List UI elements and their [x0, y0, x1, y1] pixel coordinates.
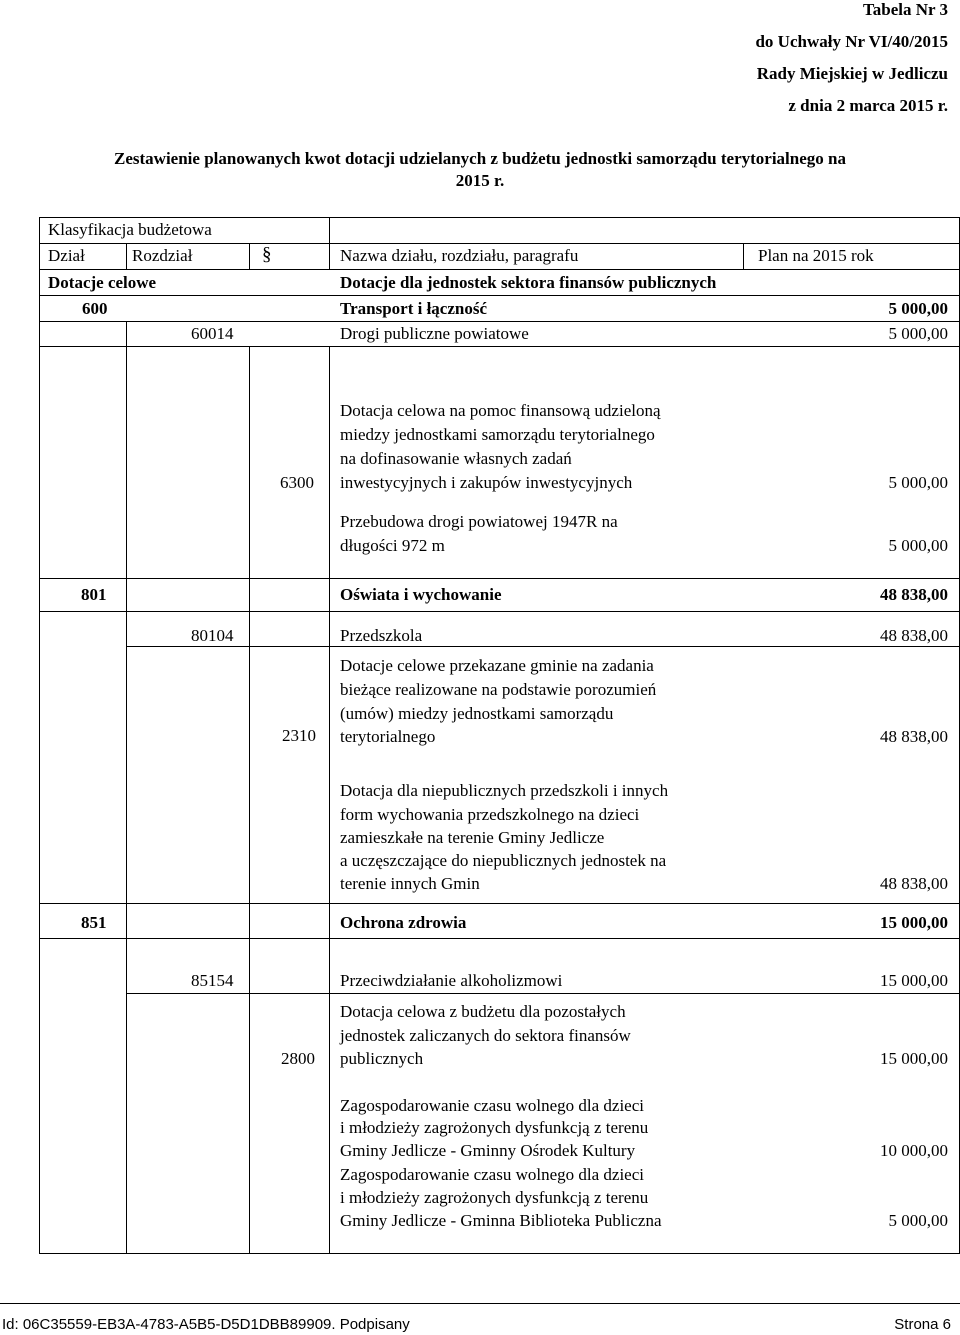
task-2800b-amount: 5 000,00 — [888, 1211, 948, 1230]
task-2310-desc-5: terenie innych Gmin — [340, 874, 480, 893]
rozdzial-80104-name: Przedszkola — [340, 626, 423, 645]
task-2310-desc-3: zamieszkałe na terenie Gminy Jedlicze — [340, 828, 605, 847]
table-number: Tabela Nr 3 — [862, 0, 948, 19]
dzial-600-name: Transport i łączność — [340, 299, 488, 318]
footer-document-id: Id: 06C35559-EB3A-4783-A5B5-D5D1DBB89909. Podpisany — [2, 1316, 410, 1333]
rozdzial-85154-code: 85154 — [191, 971, 234, 990]
task-2800a-desc-1: Zagospodarowanie czasu wolnego dla dzieci — [340, 1096, 644, 1115]
task-2310-desc-4: a uczęszczające do niepublicznych jednostek na — [340, 851, 667, 870]
rozdzial-80104-code: 80104 — [191, 626, 234, 645]
council-name: Rady Miejskiej w Jedliczu — [756, 64, 948, 83]
task-6300-desc-2: długości 972 m — [340, 536, 445, 555]
paragraf-2800-amount: 15 000,00 — [880, 1049, 948, 1068]
plan-header: Plan na 2015 rok — [758, 246, 874, 265]
task-6300-desc-1: Przebudowa drogi powiatowej 1947R na — [340, 512, 618, 531]
dzial-851-name: Ochrona zdrowia — [340, 913, 467, 932]
task-2310-desc-1: Dotacja dla niepublicznych przedszkoli i innych — [340, 781, 669, 800]
paragraf-6300-desc-4: inwestycyjnych i zakupów inwestycyjnych — [340, 473, 633, 492]
rozdzial-80104-amount: 48 838,00 — [880, 626, 948, 645]
classification-header: Klasyfikacja budżetowa — [48, 220, 212, 239]
paragraf-2800-code: 2800 — [281, 1049, 315, 1068]
section-right-label: Dotacje dla jednostek sektora finansów publicznych — [340, 273, 717, 292]
name-header: Nazwa działu, rozdziału, paragrafu — [340, 246, 579, 265]
footer-page-number: Strona 6 — [894, 1316, 951, 1333]
resolution-date: z dnia 2 marca 2015 r. — [788, 96, 948, 115]
paragraf-2800-desc-1: Dotacja celowa z budżetu dla pozostałych — [340, 1002, 626, 1021]
paragraf-2310-desc-1: Dotacje celowe przekazane gminie na zadania — [340, 656, 654, 675]
task-2310-desc-2: form wychowania przedszkolnego na dzieci — [340, 805, 640, 824]
rozdzial-60014-name: Drogi publiczne powiatowe — [340, 324, 529, 343]
task-2800b-desc-2: i młodzieży zagrożonych dysfunkcją z terenu — [340, 1188, 649, 1207]
dzial-801-name: Oświata i wychowanie — [340, 585, 502, 604]
paragraf-2310-code: 2310 — [282, 726, 316, 745]
paragraf-2310-amount: 48 838,00 — [880, 727, 948, 746]
resolution-number: do Uchwały Nr VI/40/2015 — [755, 32, 948, 51]
paragraf-6300-desc-1: Dotacja celowa na pomoc finansową udzieloną — [340, 401, 661, 420]
dzial-801-code: 801 — [81, 585, 107, 604]
paragraf-2310-desc-3: (umów) miedzy jednostkami samorządu — [340, 704, 614, 723]
paragraph-header: § — [262, 244, 272, 265]
task-6300-amount: 5 000,00 — [888, 536, 948, 555]
task-2800a-desc-2: i młodzieży zagrożonych dysfunkcją z terenu — [340, 1118, 649, 1137]
task-2800a-desc-3: Gminy Jedlicze - Gminny Ośrodek Kultury — [340, 1141, 636, 1160]
paragraf-6300-desc-3: na dofinasowanie własnych zadań — [340, 449, 572, 468]
dzial-851-code: 851 — [81, 913, 107, 932]
paragraf-2800-desc-3: publicznych — [340, 1049, 424, 1068]
section-left-label: Dotacje celowe — [48, 273, 157, 292]
paragraf-2800-desc-2: jednostek zaliczanych do sektora finansów — [340, 1026, 631, 1045]
task-2800b-desc-1: Zagospodarowanie czasu wolnego dla dzieci — [340, 1165, 644, 1184]
document-title-year: 2015 r. — [455, 171, 505, 190]
task-2800b-desc-3: Gminy Jedlicze - Gminna Biblioteka Publiczna — [340, 1211, 662, 1230]
dzial-801-amount: 48 838,00 — [880, 585, 948, 604]
rozdzial-60014-amount: 5 000,00 — [888, 324, 948, 343]
paragraf-2310-desc-4: terytorialnego — [340, 727, 436, 746]
dzial-header: Dział — [48, 246, 85, 265]
rozdzial-60014-code: 60014 — [191, 324, 234, 343]
paragraf-6300-code: 6300 — [280, 473, 314, 492]
task-2310-amount: 48 838,00 — [880, 874, 948, 893]
paragraf-2310-desc-2: bieżące realizowane na podstawie porozumień — [340, 680, 657, 699]
rozdzial-85154-name: Przeciwdziałanie alkoholizmowi — [340, 971, 563, 990]
task-2800a-amount: 10 000,00 — [880, 1141, 948, 1160]
dzial-600-code: 600 — [82, 299, 108, 318]
paragraf-6300-desc-2: miedzy jednostkami samorządu terytorialnego — [340, 425, 655, 444]
document-title: Zestawienie planowanych kwot dotacji udzielanych z budżetu jednostki samorządu terytorialnego na — [114, 149, 846, 168]
paragraf-6300-amount: 5 000,00 — [888, 473, 948, 492]
rozdzial-header: Rozdział — [132, 246, 193, 265]
rozdzial-85154-amount: 15 000,00 — [880, 971, 948, 990]
dzial-851-amount: 15 000,00 — [880, 913, 948, 932]
dzial-600-amount: 5 000,00 — [888, 299, 948, 318]
